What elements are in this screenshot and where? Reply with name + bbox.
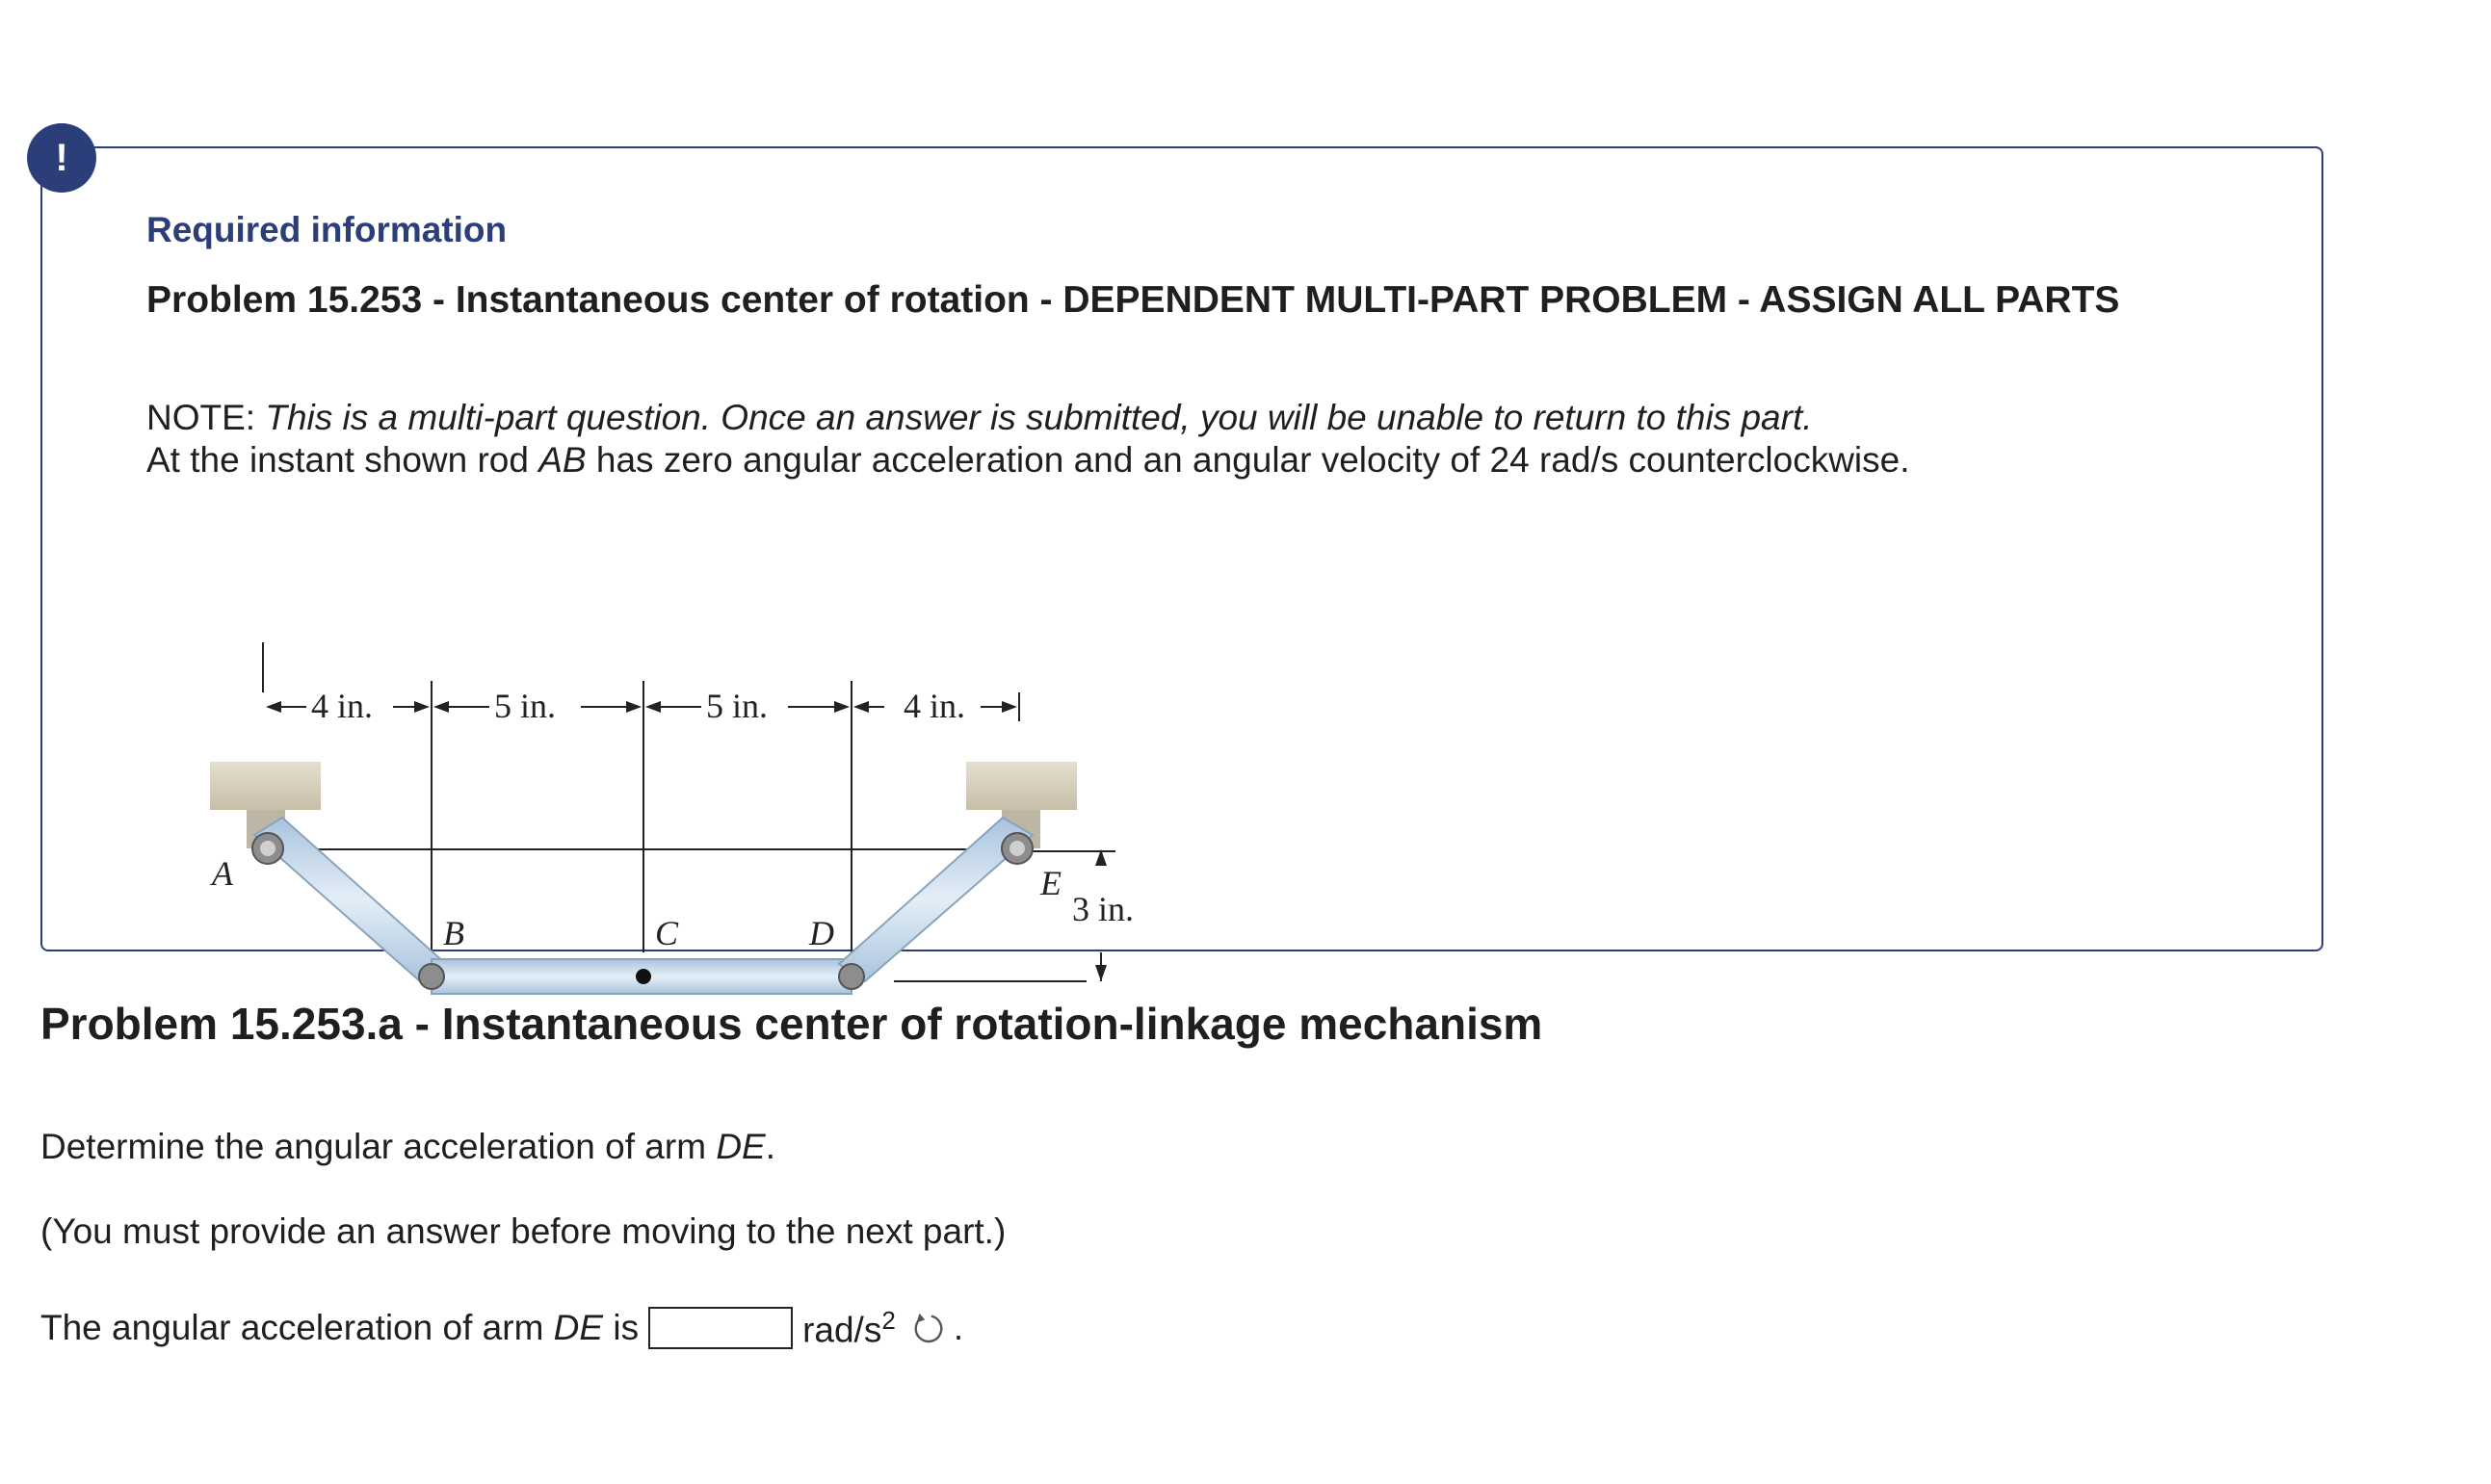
problem-title: Problem 15.253 - Instantaneous center of rotation - DEPENDENT MULTI-PART PROBLEM - ASSIGN ALL PARTS [146, 279, 2120, 321]
dim-de: 4 in. [904, 687, 966, 725]
part-title: Problem 15.253.a - Instantaneous center of rotation-linkage mechanism [40, 999, 1543, 1049]
note-line [146, 397, 1813, 439]
dim-height: 3 in. [1072, 890, 1135, 928]
answer-row [40, 1306, 963, 1350]
dim-bc: 5 in. [494, 687, 557, 725]
label-c: C [655, 914, 679, 952]
note-text: This is a multi-part question. Once an answer is submitted, you will be unable to return to this part. [265, 398, 1813, 437]
answer-prompt: The angular acceleration of arm DE is [40, 1308, 640, 1348]
dim-ab: 4 in. [311, 687, 374, 725]
problem-statement: At the instant shown rod AB has zero angular acceleration and an angular velocity of 24 rad/s counterclockwise. [146, 440, 1910, 480]
label-a: A [212, 854, 233, 893]
rotation-direction-icon[interactable] [909, 1310, 946, 1346]
alert-icon: ! [27, 123, 96, 193]
rod-ab [254, 818, 446, 981]
angular-acceleration-input[interactable] [648, 1307, 793, 1349]
label-d: D [809, 914, 834, 952]
note-label: NOTE: [146, 398, 266, 437]
right-support [966, 762, 1077, 810]
required-information-box [40, 146, 2323, 951]
trailing-period: . [953, 1308, 964, 1348]
label-e: E [1040, 864, 1062, 902]
label-b: B [443, 914, 464, 952]
left-support [210, 762, 321, 810]
question-text: Determine the angular acceleration of arm DE. [40, 1127, 775, 1166]
unit-label: rad/$s^2$ [802, 1306, 896, 1350]
arm-de-label: DE [716, 1127, 766, 1166]
required-information-heading: Required information [146, 210, 508, 249]
linkage-mechanism-figure [162, 529, 1164, 1001]
rod-ab-label: AB [538, 440, 587, 480]
dim-cd: 5 in. [706, 687, 769, 725]
answer-required-note: (You must provide an answer before moving to the next part.) [40, 1211, 1007, 1251]
